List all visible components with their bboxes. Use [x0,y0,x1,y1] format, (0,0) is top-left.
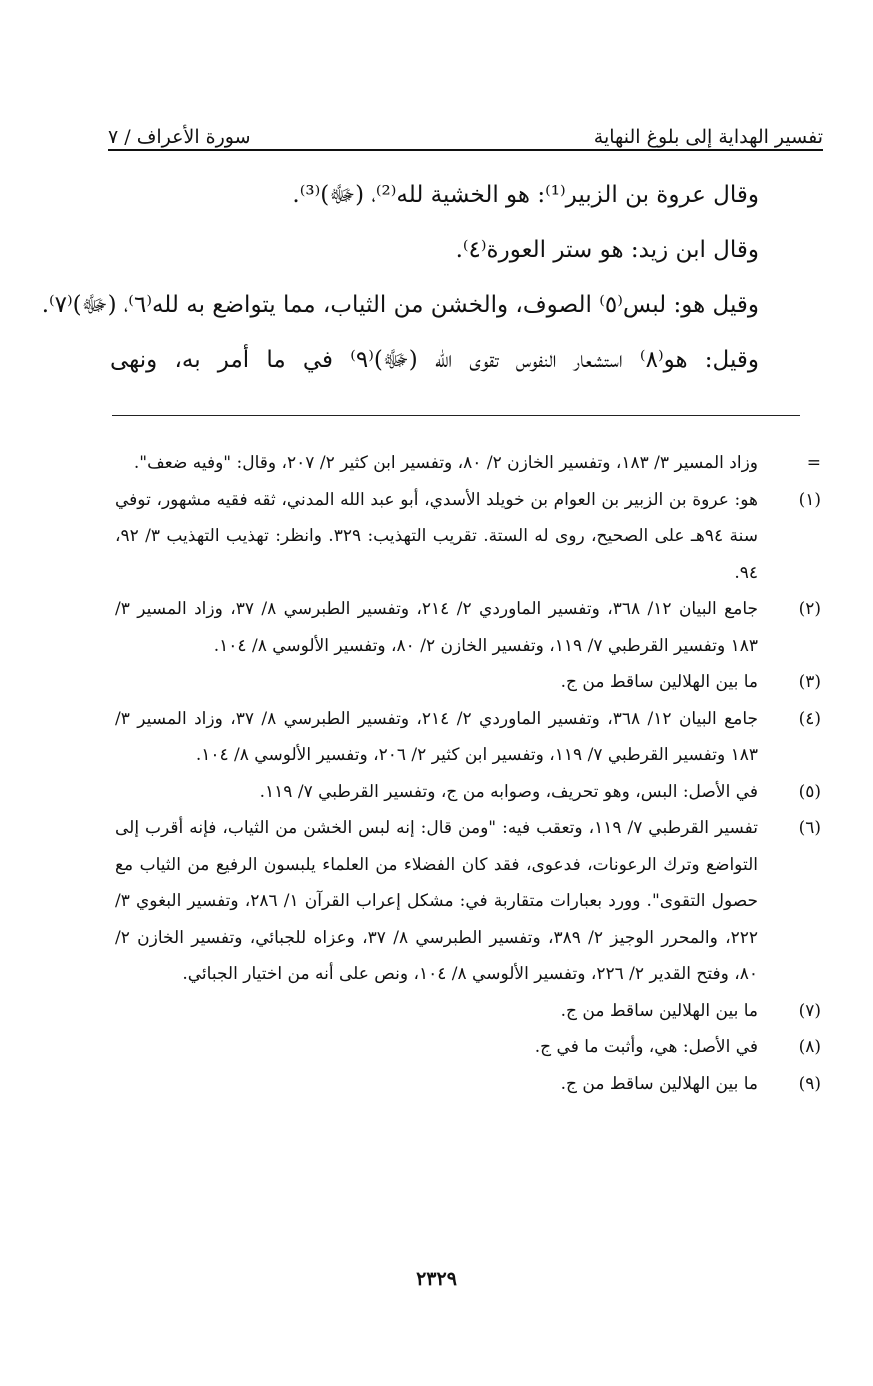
footnote-number: (٦) [798,818,821,838]
footnote [115,701,821,774]
footnote [115,1066,821,1103]
footnote-number: (٩) [798,1073,821,1094]
main-line: وقيل: هو⁽٨⁾ استشعار النفوس تقوى الله (ﷻ)⁽٩⁾ في ما أمر به، ونهى [110,347,759,373]
running-header [108,110,823,148]
footnote [115,591,821,664]
footnote [115,774,821,811]
footnotes [115,445,821,1102]
page-number: ٢٣٢٩ [416,1268,457,1290]
footnote-text: ما بين الهلالين ساقط من ج. [560,1073,758,1094]
footnote-number: (٣) [798,672,821,692]
main-line: وقيل هو: لبس⁽٥⁾ الصوف، والخشن من الثياب، مما يتواضع به لله⁽٦⁾، (ﷻ)⁽٧⁾. [41,292,759,318]
footnote-text: تفسير القرطبي ٧/ ١١٩، وتعقب فيه: "ومن قال: إنه لبس الخشن من الثياب، فإنه أقرب إلى التواضع وترك الرعونات، فدعوى، فقد كان الفضلاء من العلماء يلبسون الرفيع من الثياب مع حصول التقوى". وورد بعبارات متقاربة في: مشكل إعراب القرآن ١/ ٢٨٦، وتفسير البغوي ٣/ ٢٢٢، والمحرر الوجيز ٢/ ٣٨٩، وتفسير الطبرسي ٨/ ٣٧، وعزاه للجبائي، وتفسير الخازن ٢/ ٨٠، وفتح القدير ٢/ ٢٢٦، وتفسير الألوسي ٨/ ١٠٤، ونص على أنه من اختيار الجبائي. [115,818,758,984]
footnote [115,482,821,592]
footnote-text: في الأصل: البس، وهو تحريف، وصوابه من ج، وتفسير القرطبي ٧/ ١١٩. [259,781,758,802]
footnote-text: وزاد المسير ٣/ ١٨٣، وتفسير الخازن ٢/ ٨٠، وتفسير ابن كثير ٢/ ٢٠٧، وقال: "وفيه ضعف". [133,453,758,473]
footnote-text: جامع البيان ١٢/ ٣٦٨، وتفسير الماوردي ٢/ ٢١٤، وتفسير الطبرسي ٨/ ٣٧، وزاد المسير ٣/ ١٨٣ وتفسير القرطبي ٧/ ١١٩، وتفسير ابن كثير ٢/ ٢٠٦، وتفسير الألوسي ٨/ ١٠٤. [115,708,759,765]
surah-reference: سورة الأعراف / ٧ [108,126,251,148]
footnote-text: جامع البيان ١٢/ ٣٦٨، وتفسير الماوردي ٢/ ٢١٤، وتفسير الطبرسي ٨/ ٣٧، وزاد المسير ٣/ ١٨٣ وتفسير القرطبي ٧/ ١١٩، وتفسير الخازن ٢/ ٨٠، وتفسير الألوسي ٨/ ١٠٤. [115,599,759,656]
footnote-separator [112,415,800,416]
footnote-text: ما بين الهلالين ساقط من ج. [560,672,758,692]
main-line: وقال عروة بن الزبير⁽¹⁾: هو الخشية لله⁽²⁾، (ﷻ)⁽³⁾. [292,182,759,208]
footnote-number: = [806,453,821,473]
footnote-number: (٧) [798,1000,821,1021]
footnote [115,664,821,701]
header-rule [108,149,823,151]
footnote-number: (١) [798,489,821,510]
main-text [41,168,759,388]
main-line: وقال ابن زيد: هو ستر العورة⁽٤⁾. [455,237,759,263]
footnote [115,993,821,1030]
footnote [115,1029,821,1066]
footnote-number: (٥) [798,781,821,802]
footnote-number: (٢) [798,599,821,619]
footnote-text: هو: عروة بن الزبير بن العوام بن خويلد الأسدي، أبو عبد الله المدني، ثقه فقيه مشهور، توفي سنة ٩٤هـ على الصحيح، روى له الستة. تقريب التهذيب: ٣٢٩. وانظر: تهذيب التهذيب ٣/ ٩٢، ٩٤. [115,489,758,583]
footnote [115,445,821,482]
footnote-text: ما بين الهلالين ساقط من ج. [560,1000,758,1021]
book-title: تفسير الهداية إلى بلوغ النهاية [593,126,823,148]
footnote [115,810,821,993]
footnote-text: في الأصل: هي، وأثبت ما في ج. [534,1037,758,1057]
footnote-number: (٨) [798,1037,821,1057]
footnote-number: (٤) [798,708,821,729]
